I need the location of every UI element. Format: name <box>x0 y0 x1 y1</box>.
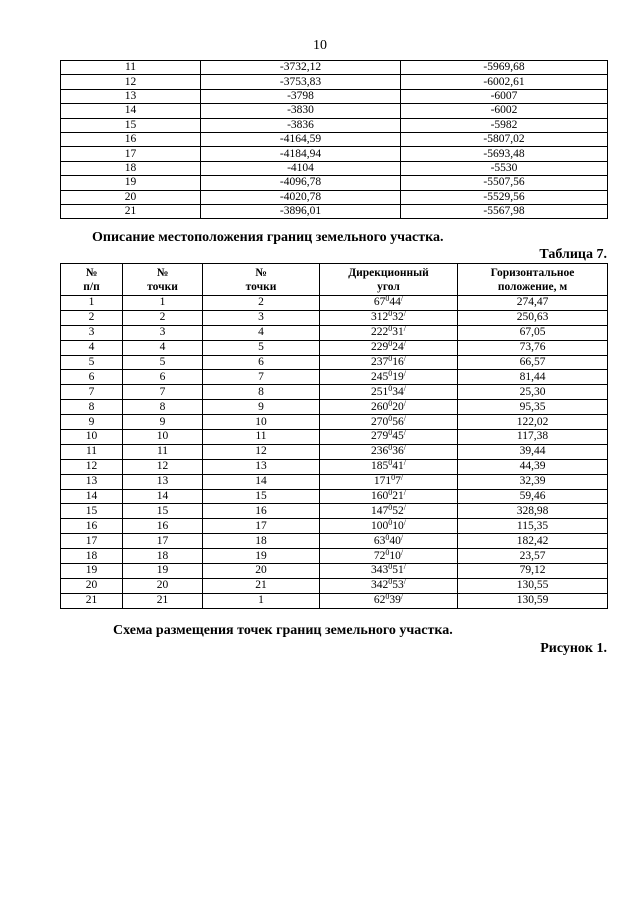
point-number: 13 <box>61 89 201 103</box>
angle-degrees: 245 <box>371 370 389 383</box>
point-to: 21 <box>203 578 320 593</box>
point-to: 1 <box>203 593 320 608</box>
angle-minutes: 39 <box>389 594 401 607</box>
angle-minutes: 34 <box>392 385 404 398</box>
point-from: 9 <box>123 415 203 430</box>
angle-degrees: 67 <box>373 296 386 309</box>
angle-minutes: 7 <box>395 475 401 488</box>
table-row <box>61 489 608 504</box>
point-to: 16 <box>203 504 320 519</box>
table-row <box>61 355 608 370</box>
table-row <box>61 474 608 489</box>
y-coordinate: -5807,02 <box>401 132 608 146</box>
point-from: 10 <box>123 430 203 445</box>
boundary-description-table <box>60 263 608 609</box>
angle-degrees: 147 <box>371 504 389 517</box>
table-row <box>61 400 608 415</box>
direction-angle <box>320 564 458 579</box>
row-number: 16 <box>61 519 123 534</box>
point-from: 16 <box>123 519 203 534</box>
table-row <box>61 549 608 564</box>
degree-mark: 0 <box>385 294 390 304</box>
point-from: 7 <box>123 385 203 400</box>
horizontal-distance: 44,39 <box>458 459 608 474</box>
x-coordinate: -4184,94 <box>201 147 401 161</box>
degree-mark: 0 <box>388 577 393 587</box>
table-row <box>61 415 608 430</box>
table-row <box>61 534 608 549</box>
point-from: 4 <box>123 340 203 355</box>
table-row <box>61 89 608 103</box>
table-row <box>61 176 608 190</box>
row-number: 18 <box>61 549 123 564</box>
row-number: 21 <box>61 593 123 608</box>
minute-mark: / <box>400 547 404 557</box>
minute-mark: / <box>403 368 406 378</box>
angle-degrees: 160 <box>371 490 389 503</box>
table-row <box>61 75 608 89</box>
direction-angle <box>320 593 458 608</box>
section-caption: Описание местоположения границ земельного участка. <box>92 230 444 245</box>
table-row <box>61 161 608 175</box>
degree-mark: 0 <box>388 443 393 453</box>
degree-mark: 0 <box>388 517 393 527</box>
degree-mark: 0 <box>388 562 393 572</box>
table-row <box>61 61 608 75</box>
angle-degrees: 251 <box>371 385 389 398</box>
point-number: 20 <box>61 190 201 204</box>
point-number: 19 <box>61 176 201 190</box>
direction-angle <box>320 340 458 355</box>
point-number: 17 <box>61 147 201 161</box>
minute-mark: / <box>403 488 406 498</box>
angle-minutes: 41 <box>392 460 404 473</box>
angle-minutes: 10 <box>389 549 401 562</box>
point-from: 3 <box>123 325 203 340</box>
row-number: 3 <box>61 325 123 340</box>
point-to: 13 <box>203 459 320 474</box>
point-from: 5 <box>123 355 203 370</box>
row-number: 15 <box>61 504 123 519</box>
page-number: 10 <box>313 38 327 53</box>
y-coordinate: -5969,68 <box>401 61 608 75</box>
direction-angle <box>320 534 458 549</box>
point-to: 12 <box>203 444 320 459</box>
horizontal-distance: 39,44 <box>458 444 608 459</box>
y-coordinate: -5530 <box>401 161 608 175</box>
table-label: Таблица 7. <box>539 247 607 262</box>
angle-degrees: 270 <box>371 415 389 428</box>
angle-degrees: 171 <box>373 475 392 488</box>
point-to: 6 <box>203 355 320 370</box>
x-coordinate: -3798 <box>201 89 401 103</box>
row-number: 13 <box>61 474 123 489</box>
minute-mark: / <box>403 354 406 363</box>
horizontal-distance: 73,76 <box>458 340 608 355</box>
degree-mark: 0 <box>391 473 396 483</box>
header-row <box>61 264 608 296</box>
table-row <box>61 296 608 311</box>
point-from: 12 <box>123 459 203 474</box>
direction-angle <box>320 310 458 325</box>
point-number: 14 <box>61 104 201 118</box>
point-to: 19 <box>203 549 320 564</box>
x-coordinate: -3753,83 <box>201 75 401 89</box>
point-number: 18 <box>61 161 201 175</box>
angle-minutes: 53 <box>392 579 404 592</box>
minute-mark: / <box>400 592 404 602</box>
row-number: 2 <box>61 310 123 325</box>
degree-mark: 0 <box>388 339 393 349</box>
horizontal-distance: 23,57 <box>458 549 608 564</box>
horizontal-distance: 81,44 <box>458 370 608 385</box>
degree-mark: 0 <box>385 592 390 602</box>
x-coordinate: -4104 <box>201 161 401 175</box>
row-number: 7 <box>61 385 123 400</box>
table-row <box>61 104 608 118</box>
horizontal-distance: 122,02 <box>458 415 608 430</box>
point-to: 15 <box>203 489 320 504</box>
x-coordinate: -4164,59 <box>201 132 401 146</box>
angle-minutes: 36 <box>392 445 404 458</box>
scheme-caption: Схема размещения точек границ земельного участка. <box>113 623 453 638</box>
horizontal-distance: 130,59 <box>458 593 608 608</box>
horizontal-distance: 59,46 <box>458 489 608 504</box>
angle-degrees: 62 <box>373 594 386 607</box>
horizontal-distance: 182,42 <box>458 534 608 549</box>
point-from: 6 <box>123 370 203 385</box>
minute-mark: / <box>403 428 406 438</box>
degree-mark: 0 <box>388 383 393 393</box>
minute-mark: / <box>403 562 406 572</box>
point-number: 15 <box>61 118 201 132</box>
x-coordinate: -3830 <box>201 104 401 118</box>
direction-angle <box>320 415 458 430</box>
x-coordinate: -4096,78 <box>201 176 401 190</box>
minute-mark: / <box>403 309 406 319</box>
row-number: 11 <box>61 444 123 459</box>
y-coordinate: -5507,56 <box>401 176 608 190</box>
point-number: 11 <box>61 61 201 75</box>
degree-mark: 0 <box>388 368 393 378</box>
point-from: 1 <box>123 296 203 311</box>
row-number: 6 <box>61 370 123 385</box>
point-to: 17 <box>203 519 320 534</box>
degree-mark: 0 <box>388 428 393 438</box>
degree-mark: 0 <box>388 502 393 512</box>
direction-angle <box>320 430 458 445</box>
row-number: 1 <box>61 296 123 311</box>
table-row <box>61 593 608 608</box>
direction-angle <box>320 549 458 564</box>
degree-mark: 0 <box>388 309 393 319</box>
point-from: 21 <box>123 593 203 608</box>
point-from: 2 <box>123 310 203 325</box>
header-direction-angle: Дирекционный угол <box>320 264 458 296</box>
point-to: 10 <box>203 415 320 430</box>
row-number: 9 <box>61 415 123 430</box>
horizontal-distance: 79,12 <box>458 564 608 579</box>
angle-minutes: 31 <box>392 326 404 339</box>
point-to: 18 <box>203 534 320 549</box>
angle-degrees: 63 <box>373 534 386 547</box>
x-coordinate: -4020,78 <box>201 190 401 204</box>
point-from: 14 <box>123 489 203 504</box>
minute-mark: / <box>403 324 406 334</box>
point-to: 20 <box>203 564 320 579</box>
direction-angle <box>320 370 458 385</box>
point-to: 4 <box>203 325 320 340</box>
table-row <box>61 564 608 579</box>
horizontal-distance: 328,98 <box>458 504 608 519</box>
row-number: 4 <box>61 340 123 355</box>
angle-minutes: 45 <box>392 430 404 443</box>
angle-minutes: 32 <box>392 311 404 324</box>
angle-degrees: 236 <box>371 445 389 458</box>
direction-angle <box>320 355 458 370</box>
table-row <box>61 204 608 218</box>
header-horizontal-distance: Горизонтальное положение, м <box>458 264 608 296</box>
minute-mark: / <box>403 383 406 393</box>
degree-mark: 0 <box>385 547 390 557</box>
direction-angle <box>320 504 458 519</box>
degree-mark: 0 <box>388 398 393 408</box>
degree-mark: 0 <box>388 324 393 334</box>
point-number: 16 <box>61 132 201 146</box>
minute-mark: / <box>400 473 404 483</box>
angle-minutes: 20 <box>392 400 404 413</box>
point-to: 3 <box>203 310 320 325</box>
direction-angle <box>320 400 458 415</box>
y-coordinate: -5529,56 <box>401 190 608 204</box>
table-row <box>61 190 608 204</box>
angle-minutes: 51 <box>392 564 404 577</box>
point-to: 14 <box>203 474 320 489</box>
table-row <box>61 504 608 519</box>
angle-degrees: 260 <box>371 400 389 413</box>
horizontal-distance: 130,55 <box>458 578 608 593</box>
angle-degrees: 343 <box>371 564 389 577</box>
point-from: 18 <box>123 549 203 564</box>
direction-angle <box>320 578 458 593</box>
point-to: 2 <box>203 296 320 311</box>
direction-angle <box>320 385 458 400</box>
direction-angle <box>320 296 458 311</box>
angle-degrees: 312 <box>371 311 389 324</box>
angle-minutes: 19 <box>392 370 404 383</box>
point-from: 8 <box>123 400 203 415</box>
horizontal-distance: 115,35 <box>458 519 608 534</box>
angle-degrees: 279 <box>371 430 389 443</box>
row-number: 10 <box>61 430 123 445</box>
coordinates-table <box>60 60 608 219</box>
angle-minutes: 24 <box>392 341 404 354</box>
table-row <box>61 459 608 474</box>
y-coordinate: -6002,61 <box>401 75 608 89</box>
horizontal-distance: 66,57 <box>458 355 608 370</box>
angle-minutes: 10 <box>392 519 404 532</box>
point-from: 17 <box>123 534 203 549</box>
minute-mark: / <box>403 577 406 587</box>
degree-mark: 0 <box>388 488 393 498</box>
angle-minutes: 40 <box>389 534 401 547</box>
row-number: 14 <box>61 489 123 504</box>
angle-minutes: 52 <box>392 504 404 517</box>
horizontal-distance: 274,47 <box>458 296 608 311</box>
point-from: 15 <box>123 504 203 519</box>
y-coordinate: -6002 <box>401 104 608 118</box>
y-coordinate: -5982 <box>401 118 608 132</box>
angle-degrees: 237 <box>371 356 389 368</box>
direction-angle <box>320 474 458 489</box>
point-number: 12 <box>61 75 201 89</box>
x-coordinate: -3732,12 <box>201 61 401 75</box>
angle-minutes: 44 <box>389 296 401 309</box>
row-number: 20 <box>61 578 123 593</box>
minute-mark: / <box>403 398 406 408</box>
x-coordinate: -3896,01 <box>201 204 401 218</box>
horizontal-distance: 32,39 <box>458 474 608 489</box>
row-number: 12 <box>61 459 123 474</box>
direction-angle <box>320 489 458 504</box>
point-from: 19 <box>123 564 203 579</box>
minute-mark: / <box>403 443 406 453</box>
figure-label: Рисунок 1. <box>540 641 607 656</box>
minute-mark: / <box>400 532 404 542</box>
horizontal-distance: 95,35 <box>458 400 608 415</box>
x-coordinate: -3836 <box>201 118 401 132</box>
table-row <box>61 430 608 445</box>
header-point-from: № точки <box>123 264 203 296</box>
point-to: 11 <box>203 430 320 445</box>
point-to: 5 <box>203 340 320 355</box>
degree-mark: 0 <box>388 458 393 468</box>
angle-degrees: 222 <box>371 326 389 339</box>
angle-degrees: 100 <box>371 519 389 532</box>
point-from: 13 <box>123 474 203 489</box>
degree-mark: 0 <box>385 532 390 542</box>
point-number: 21 <box>61 204 201 218</box>
table-row <box>61 444 608 459</box>
angle-minutes: 21 <box>392 490 404 503</box>
row-number: 5 <box>61 355 123 370</box>
header-point-to: № точки <box>203 264 320 296</box>
angle-degrees: 229 <box>371 341 389 354</box>
table-row <box>61 147 608 161</box>
minute-mark: / <box>400 294 404 304</box>
y-coordinate: -6007 <box>401 89 608 103</box>
table-row <box>61 118 608 132</box>
degree-mark: 0 <box>388 413 393 423</box>
point-to: 8 <box>203 385 320 400</box>
point-to: 7 <box>203 370 320 385</box>
table-row <box>61 310 608 325</box>
row-number: 17 <box>61 534 123 549</box>
table-row <box>61 325 608 340</box>
y-coordinate: -5693,48 <box>401 147 608 161</box>
table-row <box>61 370 608 385</box>
direction-angle <box>320 444 458 459</box>
point-from: 20 <box>123 578 203 593</box>
direction-angle <box>320 459 458 474</box>
y-coordinate: -5567,98 <box>401 204 608 218</box>
table-row <box>61 340 608 355</box>
horizontal-distance: 117,38 <box>458 430 608 445</box>
horizontal-distance: 250,63 <box>458 310 608 325</box>
angle-degrees: 185 <box>371 460 389 473</box>
table-row <box>61 578 608 593</box>
minute-mark: / <box>403 517 406 527</box>
direction-angle <box>320 325 458 340</box>
table-row <box>61 385 608 400</box>
table-row <box>61 519 608 534</box>
row-number: 19 <box>61 564 123 579</box>
point-from: 11 <box>123 444 203 459</box>
direction-angle <box>320 519 458 534</box>
angle-minutes: 16 <box>392 356 404 368</box>
minute-mark: / <box>403 502 406 512</box>
minute-mark: / <box>403 339 406 349</box>
horizontal-distance: 67,05 <box>458 325 608 340</box>
minute-mark: / <box>403 458 406 468</box>
angle-degrees: 72 <box>373 549 386 562</box>
angle-degrees: 342 <box>371 579 389 592</box>
table-row <box>61 132 608 146</box>
horizontal-distance: 25,30 <box>458 385 608 400</box>
degree-mark: 0 <box>388 354 393 363</box>
header-row-number: № п/п <box>61 264 123 296</box>
angle-minutes: 56 <box>392 415 404 428</box>
point-to: 9 <box>203 400 320 415</box>
minute-mark: / <box>403 413 406 423</box>
row-number: 8 <box>61 400 123 415</box>
